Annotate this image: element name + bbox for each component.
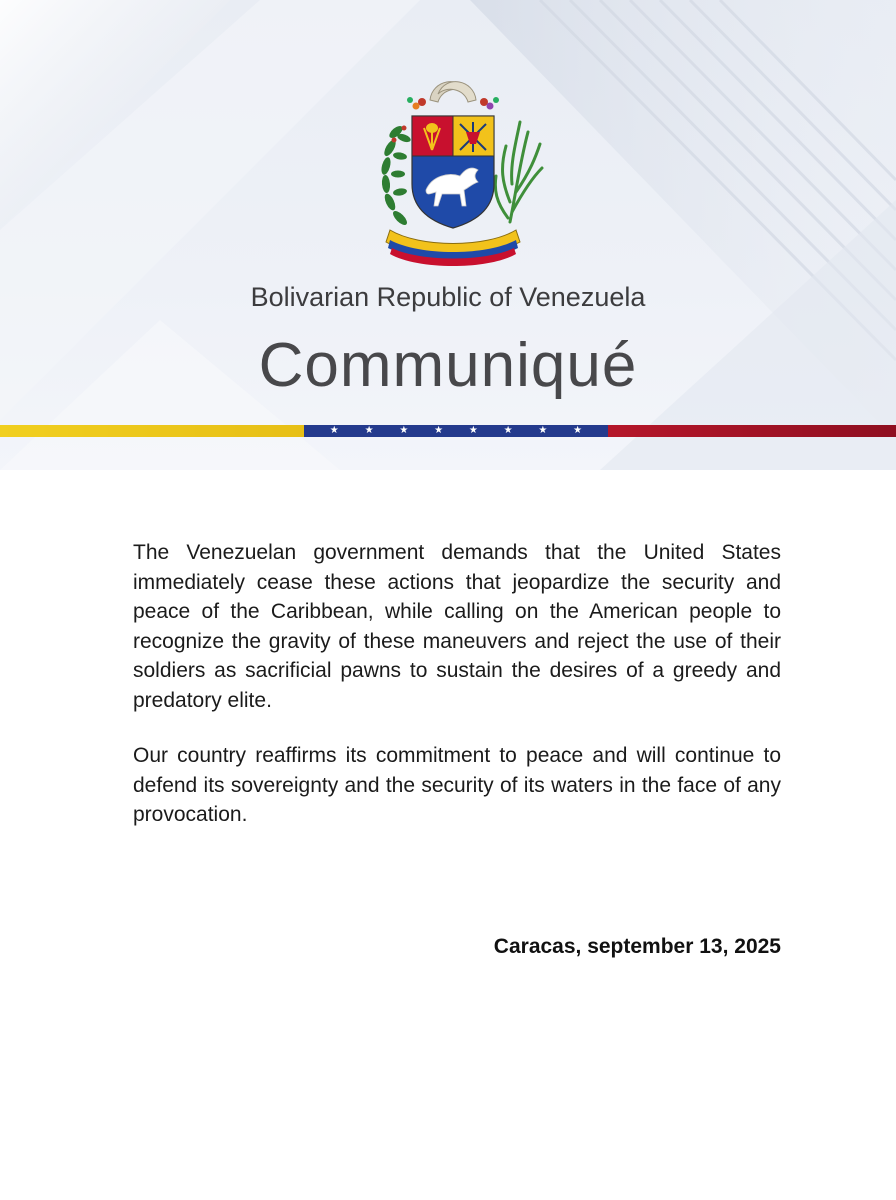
place-date-signature: Caracas, september 13, 2025: [493, 935, 781, 958]
star-icon: ★: [573, 425, 583, 436]
star-icon: ★: [503, 425, 513, 436]
star-icon: ★: [399, 425, 409, 436]
flag-red-band: [608, 425, 896, 437]
communique-body: [133, 538, 781, 856]
country-subtitle: Bolivarian Republic of Venezuela: [250, 282, 646, 312]
page-title: Communiqué: [258, 331, 638, 400]
star-icon: ★: [364, 425, 374, 436]
body-paragraph: Our country reaffirms its commitment to peace and will continue to defend its sovereignty and the security of its waters in the face of any provocation.: [133, 744, 781, 826]
venezuela-coat-of-arms-icon: [360, 72, 546, 272]
flag-stripe: [0, 425, 896, 437]
communique-header: [0, 0, 896, 470]
star-icon: ★: [329, 425, 339, 436]
body-paragraph: The Venezuelan government demands that the United States immediately cease these actions that jeopardize the security and peace of the Caribbean, while calling on the American people to recognize the gravity of these maneuvers and reject the use of their soldiers as sacrificial pawns to sustain the desires of a greedy and predatory elite.: [133, 541, 781, 712]
star-icon: ★: [468, 425, 478, 436]
star-icon: ★: [538, 425, 548, 436]
star-icon: ★: [434, 425, 444, 436]
flag-blue-band: [304, 425, 608, 437]
flag-yellow-band: [0, 425, 304, 437]
